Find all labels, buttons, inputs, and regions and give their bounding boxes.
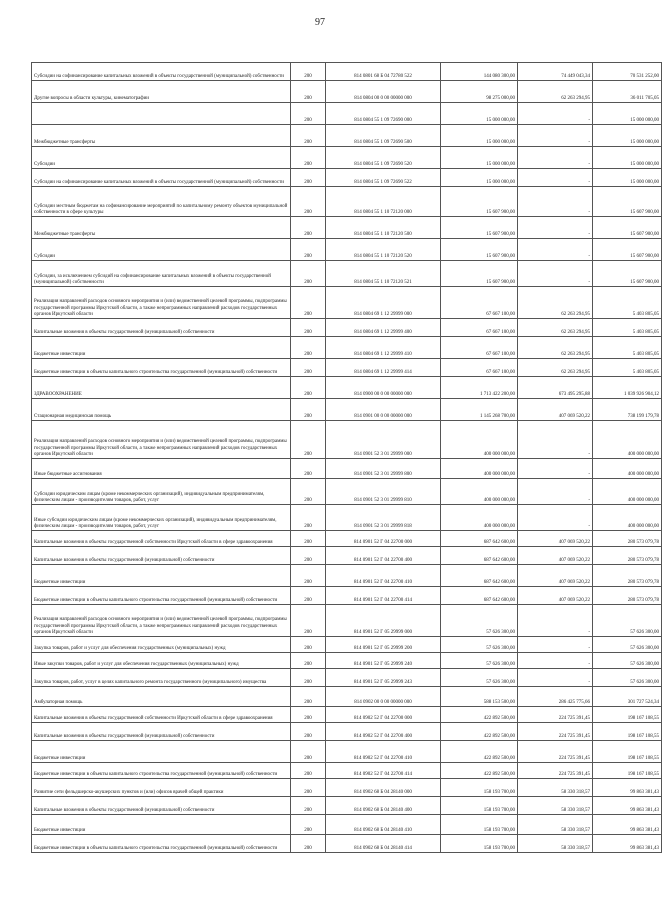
row-name-cell: Межбюджетные трансферты xyxy=(32,217,291,239)
row-code-cell: 814 0804 55 1 10 72120 521 xyxy=(326,261,441,287)
row-name-cell: Стационарная медицинская помощь xyxy=(32,399,291,421)
row-name-cell: Другие вопросы в области культуры, кинематографии xyxy=(32,81,291,103)
row-grbs-cell: 200 xyxy=(291,505,326,531)
row-exec-cell: - xyxy=(518,217,593,239)
row-name-cell: ЗДРАВООХРАНЕНИЕ xyxy=(32,377,291,399)
row-exec-cell: - xyxy=(518,169,593,187)
row-grbs-cell: 200 xyxy=(291,565,326,587)
row-name-cell: Бюджетные инвестиции xyxy=(32,741,291,763)
table-row xyxy=(32,653,662,669)
row-name-cell: Бюджетные инвестиции в объекты капитального строительства государственной (муниципальной) собственности xyxy=(32,359,291,377)
row-grbs-cell: 200 xyxy=(291,421,326,459)
table-row xyxy=(32,763,662,779)
row-name-cell: Реализация направлений расходов основного мероприятия и (или) ведомственной целевой программы, подпрограммы государственной программы Иркутской области, а также непрограммных направлений расходов государственных органов Иркутской области xyxy=(32,421,291,459)
row-name-cell: Бюджетные инвестиции в объекты капитального строительства государственной (муниципальной) собственности xyxy=(32,835,291,853)
table-row xyxy=(32,637,662,653)
row-rest-cell: 57 626 300,00 xyxy=(593,669,662,687)
row-rest-cell: 70 531 252,00 xyxy=(593,63,662,81)
table-row xyxy=(32,377,662,399)
table-row xyxy=(32,459,662,479)
row-grbs-cell: 200 xyxy=(291,359,326,377)
row-rest-cell: 400 000 000,00 xyxy=(593,421,662,459)
row-rest-cell: 280 573 079,78 xyxy=(593,565,662,587)
row-rest-cell: 15 607 900,00 xyxy=(593,261,662,287)
row-exec-cell: - xyxy=(518,653,593,669)
row-name-cell: Субсидии юридическим лицам (кроме некоммерческих организаций), индивидуальным предпринимателям, физическим лицам - производителям товаров, работ, услуг xyxy=(32,479,291,505)
row-code-cell: 814 0901 52 Г 05 29999 243 xyxy=(326,669,441,687)
row-grbs-cell: 200 xyxy=(291,707,326,723)
row-plan-cell: 687 642 600,00 xyxy=(441,547,518,565)
row-grbs-cell: 200 xyxy=(291,125,326,147)
row-grbs-cell: 200 xyxy=(291,377,326,399)
row-rest-cell: 5 403 805,05 xyxy=(593,359,662,377)
row-exec-cell: - xyxy=(518,605,593,637)
row-code-cell: 814 0804 00 0 00 00000 000 xyxy=(326,81,441,103)
table-row xyxy=(32,505,662,531)
row-name-cell: Бюджетные инвестиции в объекты капитального строительства государственной (муниципальной) собственности xyxy=(32,587,291,605)
row-code-cell: 814 0901 52 Г 05 29999 200 xyxy=(326,637,441,653)
budget-table xyxy=(31,62,662,853)
row-plan-cell: 67 667 100,00 xyxy=(441,337,518,359)
row-exec-cell: 224 725 391,45 xyxy=(518,707,593,723)
row-rest-cell: 400 000 000,00 xyxy=(593,459,662,479)
table-row xyxy=(32,531,662,547)
table-row xyxy=(32,669,662,687)
row-code-cell: 814 0901 00 0 00 00000 000 xyxy=(326,399,441,421)
row-rest-cell: 198 167 108,55 xyxy=(593,741,662,763)
table-row xyxy=(32,261,662,287)
row-plan-cell: 15 000 000,00 xyxy=(441,147,518,169)
row-grbs-cell: 200 xyxy=(291,779,326,797)
row-plan-cell: 687 642 600,00 xyxy=(441,587,518,605)
row-code-cell: 814 0804 69 1 12 29999 400 xyxy=(326,319,441,337)
row-rest-cell: 99 863 381,43 xyxy=(593,779,662,797)
row-name-cell: Субсидии, за исключением субсидий на софинансирование капитальных вложений в объекты государственной (муниципальной) собственности xyxy=(32,261,291,287)
row-grbs-cell: 200 xyxy=(291,81,326,103)
row-plan-cell: 400 000 000,00 xyxy=(441,421,518,459)
table-row xyxy=(32,287,662,319)
row-plan-cell: 158 193 700,00 xyxy=(441,815,518,835)
row-grbs-cell: 200 xyxy=(291,815,326,835)
row-plan-cell: 15 607 900,00 xyxy=(441,239,518,261)
table-row xyxy=(32,835,662,853)
table-row xyxy=(32,125,662,147)
row-code-cell: 814 0902 52 Г 04 22700 000 xyxy=(326,707,441,723)
row-code-cell: 814 0804 55 1 10 72120 520 xyxy=(326,239,441,261)
row-code-cell: 814 0902 68 Б 04 28140 414 xyxy=(326,835,441,853)
table-row xyxy=(32,815,662,835)
row-rest-cell: 400 000 000,00 xyxy=(593,479,662,505)
row-code-cell: 814 0902 52 Г 04 22700 410 xyxy=(326,741,441,763)
row-exec-cell: 62 263 294,95 xyxy=(518,287,593,319)
row-code-cell: 814 0901 52 Г 04 22700 000 xyxy=(326,531,441,547)
row-exec-cell: 407 069 520,22 xyxy=(518,547,593,565)
row-code-cell: 814 0804 55 1 10 72120 000 xyxy=(326,187,441,217)
row-plan-cell: 687 642 600,00 xyxy=(441,531,518,547)
table-row xyxy=(32,239,662,261)
row-rest-cell: 15 000 000,00 xyxy=(593,147,662,169)
row-exec-cell: 224 725 391,45 xyxy=(518,741,593,763)
row-exec-cell: - xyxy=(518,239,593,261)
row-rest-cell: 198 167 108,55 xyxy=(593,723,662,741)
row-code-cell: 814 0804 55 1 09 72690 500 xyxy=(326,125,441,147)
row-name-cell: Межбюджетные трансферты xyxy=(32,125,291,147)
row-rest-cell: 738 199 179,78 xyxy=(593,399,662,421)
row-exec-cell: 407 069 520,22 xyxy=(518,587,593,605)
row-code-cell: 814 0902 52 Г 04 22700 414 xyxy=(326,763,441,779)
row-plan-cell: 687 642 600,00 xyxy=(441,565,518,587)
row-rest-cell: 400 000 000,00 xyxy=(593,505,662,531)
row-grbs-cell: 200 xyxy=(291,147,326,169)
row-rest-cell: 198 167 108,55 xyxy=(593,763,662,779)
row-rest-cell: 99 863 381,43 xyxy=(593,835,662,853)
row-grbs-cell: 200 xyxy=(291,605,326,637)
row-rest-cell: 301 727 524,34 xyxy=(593,687,662,707)
row-plan-cell: 158 193 700,00 xyxy=(441,779,518,797)
row-code-cell: 814 0804 69 1 12 29999 410 xyxy=(326,337,441,359)
row-grbs-cell: 200 xyxy=(291,103,326,125)
row-grbs-cell: 200 xyxy=(291,399,326,421)
row-exec-cell: 62 263 294,95 xyxy=(518,359,593,377)
row-rest-cell: 5 403 805,05 xyxy=(593,287,662,319)
row-name-cell: Субсидии на софинансирование капитальных вложений в объекты государственной (муниципальной) собственности xyxy=(32,63,291,81)
row-grbs-cell: 200 xyxy=(291,835,326,853)
table-row xyxy=(32,707,662,723)
row-code-cell: 814 0804 55 1 09 72690 000 xyxy=(326,103,441,125)
row-code-cell: 814 0901 52 3 01 29999 818 xyxy=(326,505,441,531)
row-code-cell: 814 0901 52 3 01 29999 000 xyxy=(326,421,441,459)
row-name-cell: Бюджетные инвестиции xyxy=(32,815,291,835)
row-exec-cell: 58 330 318,57 xyxy=(518,797,593,815)
row-code-cell: 814 0902 52 Г 04 22700 400 xyxy=(326,723,441,741)
row-code-cell: 814 0902 68 Б 04 28140 400 xyxy=(326,797,441,815)
row-code-cell: 814 0902 68 Б 04 28140 000 xyxy=(326,779,441,797)
table-row xyxy=(32,217,662,239)
row-plan-cell: 1 713 422 200,00 xyxy=(441,377,518,399)
row-exec-cell: - xyxy=(518,421,593,459)
row-name-cell: Субсидии местным бюджетам на софинансирование мероприятий по капитальному ремонту объектов муниципальной собственности в сфере культуры xyxy=(32,187,291,217)
row-rest-cell: 5 403 805,05 xyxy=(593,337,662,359)
row-grbs-cell: 200 xyxy=(291,653,326,669)
row-plan-cell: 15 607 900,00 xyxy=(441,217,518,239)
row-exec-cell: 62 263 294,95 xyxy=(518,319,593,337)
table-row xyxy=(32,337,662,359)
row-code-cell: 814 0901 52 Г 04 22700 400 xyxy=(326,547,441,565)
row-grbs-cell: 200 xyxy=(291,319,326,337)
row-rest-cell: 57 626 300,00 xyxy=(593,605,662,637)
budget-table-body xyxy=(32,63,662,853)
row-grbs-cell: 200 xyxy=(291,531,326,547)
row-code-cell: 814 0804 55 1 10 72120 500 xyxy=(326,217,441,239)
row-code-cell: 814 0901 52 Г 04 22700 414 xyxy=(326,587,441,605)
row-exec-cell: 62 263 294,95 xyxy=(518,337,593,359)
row-name-cell: Капитальные вложения в объекты государственной (муниципальной) собственности xyxy=(32,547,291,565)
row-name-cell: Капитальные вложения в объекты государственной собственности Иркутской области в сфере здравоохранения xyxy=(32,531,291,547)
row-name-cell: Капитальные вложения в объекты государственной (муниципальной) собственности xyxy=(32,723,291,741)
row-name-cell: Закупка товаров, работ и услуг для обеспечения государственных (муниципальных) нужд xyxy=(32,637,291,653)
row-rest-cell: 15 607 900,00 xyxy=(593,239,662,261)
row-rest-cell: 198 167 108,55 xyxy=(593,707,662,723)
table-row xyxy=(32,169,662,187)
row-plan-cell: 144 080 300,00 xyxy=(441,63,518,81)
row-rest-cell: 15 000 000,00 xyxy=(593,103,662,125)
table-row xyxy=(32,479,662,505)
row-name-cell xyxy=(32,103,291,125)
row-plan-cell: 400 000 000,00 xyxy=(441,479,518,505)
row-name-cell: Реализация направлений расходов основного мероприятия и (или) ведомственной целевой программы, подпрограммы государственной программы Иркутской области, а также непрограммных направлений расходов государственных органов Иркутской области xyxy=(32,605,291,637)
row-name-cell: Иные бюджетные ассигнования xyxy=(32,459,291,479)
row-exec-cell: 74 449 043,34 xyxy=(518,63,593,81)
row-name-cell: Иные субсидии юридическим лицам (кроме некоммерческих организаций), индивидуальным предпринимателям, физическим лицам - производителям товаров, работ, услуг xyxy=(32,505,291,531)
row-exec-cell: - xyxy=(518,261,593,287)
row-plan-cell: 57 626 300,00 xyxy=(441,605,518,637)
row-name-cell: Закупка товаров, работ, услуг в целях капитального ремонта государственного (муниципального) имущества xyxy=(32,669,291,687)
row-grbs-cell: 200 xyxy=(291,637,326,653)
row-rest-cell: 5 403 805,05 xyxy=(593,319,662,337)
table-row xyxy=(32,779,662,797)
row-exec-cell: - xyxy=(518,505,593,531)
row-grbs-cell: 200 xyxy=(291,479,326,505)
row-plan-cell: 98 275 000,00 xyxy=(441,81,518,103)
row-grbs-cell: 200 xyxy=(291,459,326,479)
table-row xyxy=(32,103,662,125)
row-grbs-cell: 200 xyxy=(291,547,326,565)
row-rest-cell: 15 607 900,00 xyxy=(593,187,662,217)
row-code-cell: 814 0901 52 Г 04 22700 410 xyxy=(326,565,441,587)
row-exec-cell: - xyxy=(518,103,593,125)
table-row xyxy=(32,399,662,421)
row-rest-cell: 280 573 079,78 xyxy=(593,587,662,605)
row-exec-cell: - xyxy=(518,637,593,653)
table-row xyxy=(32,187,662,217)
row-code-cell: 814 0902 00 0 00 00000 000 xyxy=(326,687,441,707)
row-code-cell: 814 0900 00 0 00 00000 000 xyxy=(326,377,441,399)
row-name-cell: Субсидии на софинансирование капитальных вложений в объекты государственной (муниципальной) собственности xyxy=(32,169,291,187)
row-exec-cell: 224 725 391,45 xyxy=(518,763,593,779)
table-row xyxy=(32,319,662,337)
row-code-cell: 814 0804 69 1 12 29999 414 xyxy=(326,359,441,377)
row-code-cell: 814 0901 52 Г 05 29999 000 xyxy=(326,605,441,637)
row-exec-cell: 407 069 520,22 xyxy=(518,565,593,587)
row-exec-cell: 407 069 520,22 xyxy=(518,399,593,421)
row-plan-cell: 158 193 700,00 xyxy=(441,835,518,853)
row-plan-cell: 15 000 000,00 xyxy=(441,169,518,187)
row-grbs-cell: 200 xyxy=(291,687,326,707)
row-rest-cell: 99 863 381,43 xyxy=(593,815,662,835)
row-plan-cell: 57 626 300,00 xyxy=(441,653,518,669)
row-rest-cell: 15 000 000,00 xyxy=(593,125,662,147)
row-grbs-cell: 200 xyxy=(291,261,326,287)
row-rest-cell: 280 573 079,78 xyxy=(593,547,662,565)
row-exec-cell: 407 069 520,22 xyxy=(518,531,593,547)
row-rest-cell: 1 039 926 904,12 xyxy=(593,377,662,399)
table-row xyxy=(32,63,662,81)
table-row xyxy=(32,723,662,741)
row-exec-cell: - xyxy=(518,459,593,479)
row-name-cell: Субсидии xyxy=(32,147,291,169)
table-row xyxy=(32,565,662,587)
row-exec-cell: - xyxy=(518,187,593,217)
row-rest-cell: 36 011 705,05 xyxy=(593,81,662,103)
table-row xyxy=(32,81,662,103)
row-rest-cell: 15 000 000,00 xyxy=(593,169,662,187)
row-plan-cell: 422 892 500,00 xyxy=(441,707,518,723)
row-code-cell: 814 0801 68 Б 04 72780 522 xyxy=(326,63,441,81)
table-row xyxy=(32,797,662,815)
row-plan-cell: 400 000 000,00 xyxy=(441,505,518,531)
row-plan-cell: 57 626 300,00 xyxy=(441,669,518,687)
row-plan-cell: 15 607 900,00 xyxy=(441,261,518,287)
row-plan-cell: 588 153 500,00 xyxy=(441,687,518,707)
row-code-cell: 814 0804 69 1 12 29999 000 xyxy=(326,287,441,319)
row-grbs-cell: 200 xyxy=(291,669,326,687)
row-name-cell: Капитальные вложения в объекты государственной (муниципальной) собственности xyxy=(32,319,291,337)
row-name-cell: Амбулаторная помощь xyxy=(32,687,291,707)
table-row xyxy=(32,147,662,169)
row-rest-cell: 15 607 900,00 xyxy=(593,217,662,239)
row-plan-cell: 67 667 100,00 xyxy=(441,319,518,337)
row-grbs-cell: 200 xyxy=(291,587,326,605)
row-plan-cell: 57 626 300,00 xyxy=(441,637,518,653)
table-row xyxy=(32,547,662,565)
row-grbs-cell: 200 xyxy=(291,797,326,815)
row-exec-cell: - xyxy=(518,669,593,687)
row-name-cell: Реализация направлений расходов основного мероприятия и (или) ведомственной целевой программы, подпрограммы государственной программы Иркутской области, а также непрограммных направлений расходов государственных органов Иркутской области xyxy=(32,287,291,319)
row-name-cell: Бюджетные инвестиции xyxy=(32,337,291,359)
row-plan-cell: 422 892 500,00 xyxy=(441,723,518,741)
row-grbs-cell: 200 xyxy=(291,169,326,187)
row-exec-cell: 673 495 295,88 xyxy=(518,377,593,399)
table-row xyxy=(32,359,662,377)
row-grbs-cell: 200 xyxy=(291,741,326,763)
row-code-cell: 814 0902 68 Б 04 28140 410 xyxy=(326,815,441,835)
row-plan-cell: 67 667 100,00 xyxy=(441,287,518,319)
row-exec-cell: 286 425 775,66 xyxy=(518,687,593,707)
row-plan-cell: 400 000 000,00 xyxy=(441,459,518,479)
row-code-cell: 814 0804 55 1 09 72690 522 xyxy=(326,169,441,187)
table-row xyxy=(32,687,662,707)
row-plan-cell: 1 145 268 700,00 xyxy=(441,399,518,421)
row-name-cell: Капитальные вложения в объекты государственной собственности Иркутской области в сфере здравоохранения xyxy=(32,707,291,723)
page-number: 97 xyxy=(315,17,325,28)
row-name-cell: Бюджетные инвестиции в объекты капитального строительства государственной (муниципальной) собственности xyxy=(32,763,291,779)
row-rest-cell: 57 626 300,00 xyxy=(593,637,662,653)
row-plan-cell: 15 000 000,00 xyxy=(441,103,518,125)
row-grbs-cell: 200 xyxy=(291,187,326,217)
table-row xyxy=(32,421,662,459)
row-rest-cell: 99 863 381,43 xyxy=(593,797,662,815)
table-row xyxy=(32,587,662,605)
row-plan-cell: 422 892 500,00 xyxy=(441,741,518,763)
row-name-cell: Иные закупки товаров, работ и услуг для обеспечения государственных (муниципальных) нужд xyxy=(32,653,291,669)
row-name-cell: Субсидии xyxy=(32,239,291,261)
row-plan-cell: 158 193 700,00 xyxy=(441,797,518,815)
row-name-cell: Капитальные вложения в объекты государственной (муниципальной) собственности xyxy=(32,797,291,815)
row-code-cell: 814 0901 52 3 01 29999 800 xyxy=(326,459,441,479)
row-plan-cell: 67 667 100,00 xyxy=(441,359,518,377)
row-grbs-cell: 200 xyxy=(291,217,326,239)
row-plan-cell: 15 000 000,00 xyxy=(441,125,518,147)
table-row xyxy=(32,605,662,637)
row-exec-cell: - xyxy=(518,479,593,505)
row-grbs-cell: 200 xyxy=(291,723,326,741)
row-code-cell: 814 0901 52 Г 05 29999 240 xyxy=(326,653,441,669)
row-plan-cell: 422 892 500,00 xyxy=(441,763,518,779)
row-exec-cell: 58 330 318,57 xyxy=(518,835,593,853)
row-grbs-cell: 200 xyxy=(291,763,326,779)
row-grbs-cell: 200 xyxy=(291,337,326,359)
row-exec-cell: 58 330 318,57 xyxy=(518,779,593,797)
row-grbs-cell: 200 xyxy=(291,287,326,319)
row-exec-cell: 62 263 294,95 xyxy=(518,81,593,103)
row-exec-cell: - xyxy=(518,147,593,169)
row-name-cell: Бюджетные инвестиции xyxy=(32,565,291,587)
row-code-cell: 814 0804 55 1 09 72690 520 xyxy=(326,147,441,169)
row-exec-cell: - xyxy=(518,125,593,147)
row-exec-cell: 224 725 391,45 xyxy=(518,723,593,741)
row-exec-cell: 58 330 318,57 xyxy=(518,815,593,835)
row-name-cell: Развитие сети фельдшерско-акушерских пунктов и (или) офисов врачей общей практики xyxy=(32,779,291,797)
row-grbs-cell: 200 xyxy=(291,239,326,261)
row-grbs-cell: 200 xyxy=(291,63,326,81)
row-rest-cell: 57 626 300,00 xyxy=(593,653,662,669)
table-row xyxy=(32,741,662,763)
row-code-cell: 814 0901 52 3 01 29999 810 xyxy=(326,479,441,505)
row-plan-cell: 15 607 900,00 xyxy=(441,187,518,217)
row-rest-cell: 280 573 079,78 xyxy=(593,531,662,547)
